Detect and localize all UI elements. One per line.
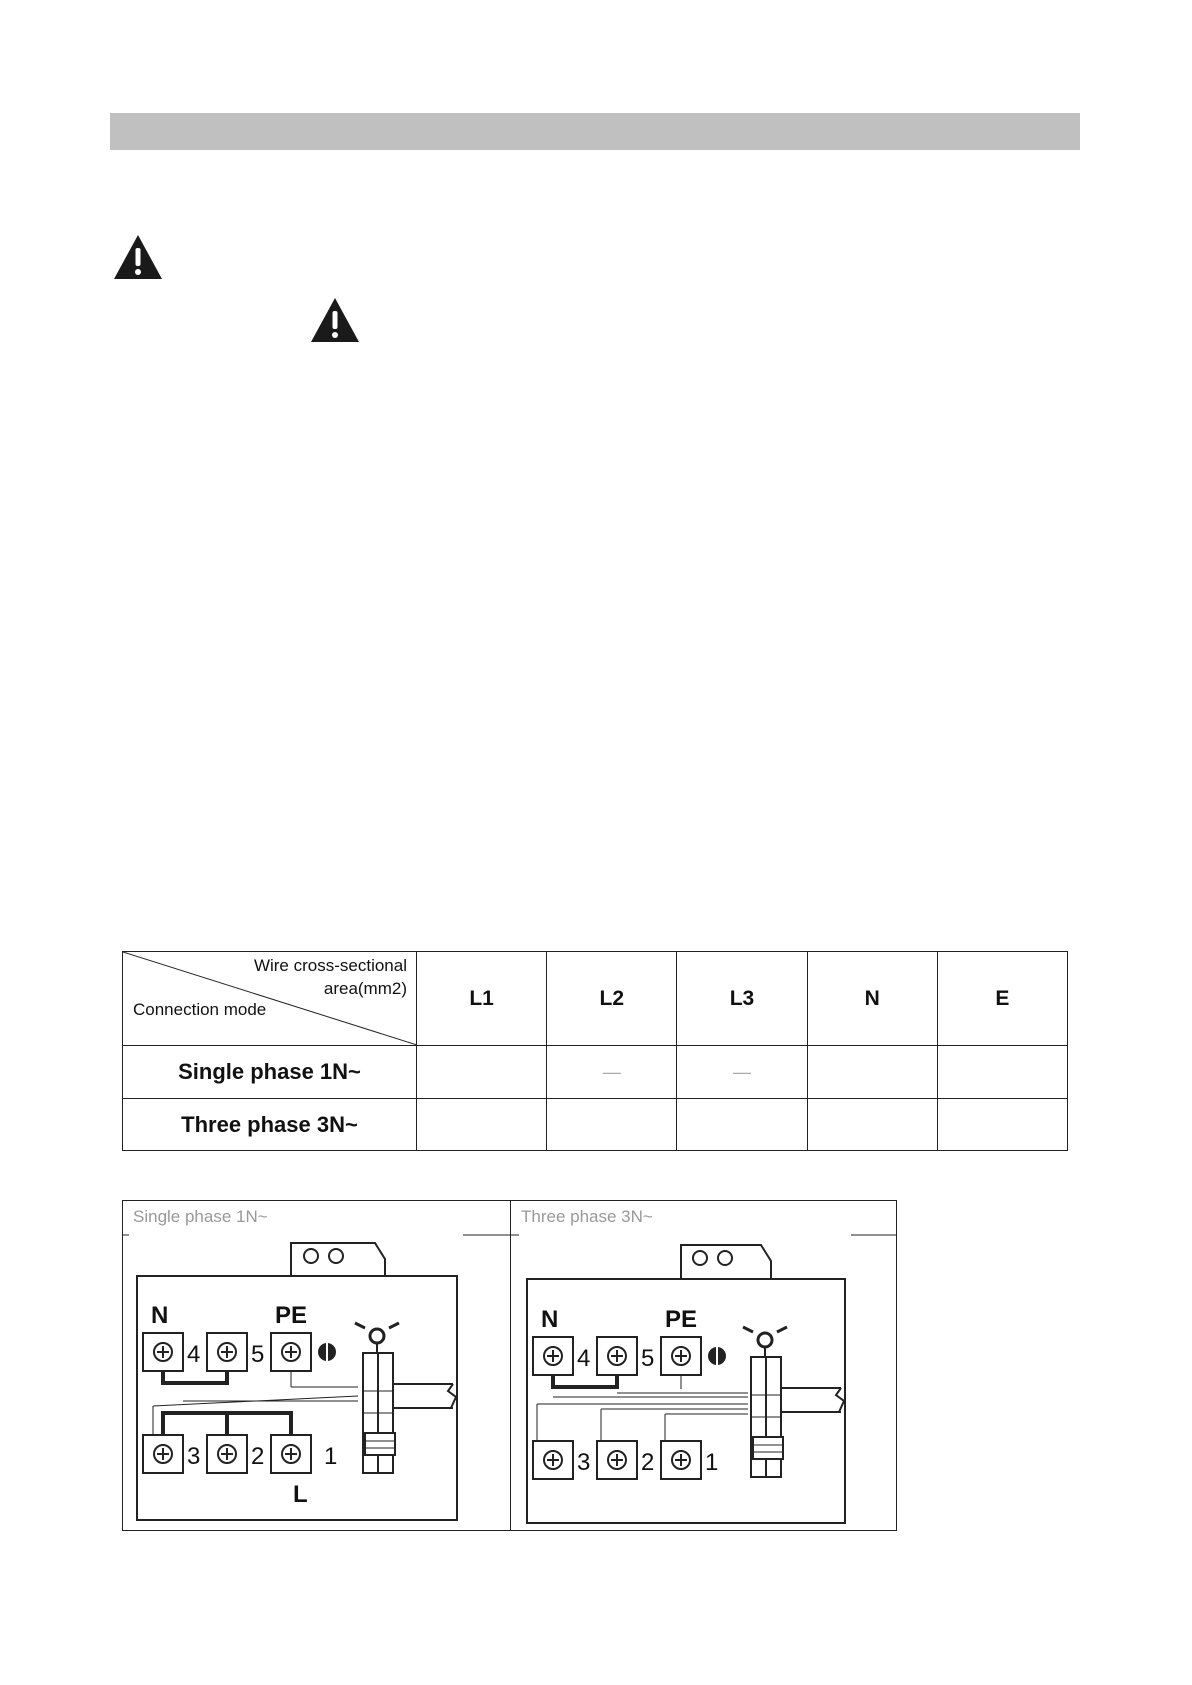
label-pe: PE [665,1306,698,1333]
wiring-diagram-figure [122,1200,897,1531]
column-header-l1: L1 [417,952,547,1046]
column-header-n: N [807,952,937,1046]
table-cell [937,1046,1067,1099]
table-cell [807,1099,937,1151]
column-header-l3: L3 [677,952,807,1046]
terminal-1-label: 1 [324,1443,338,1470]
table-cell [937,1099,1067,1151]
table-corner-cell [123,952,417,1046]
label-n: N [151,1302,169,1329]
single-phase-panel [123,1201,510,1530]
warning-triangle-icon [112,233,164,281]
label-n: N [541,1306,559,1333]
terminal-3-label: 3 [577,1449,591,1476]
terminal-3-label: 3 [187,1443,201,1470]
warning-triangle-icon [309,296,361,344]
terminal-2-label: 2 [251,1443,265,1470]
table-row [123,1046,1068,1099]
terminal-1-label: 1 [705,1449,719,1476]
table-cell [677,1099,807,1151]
table-cell [547,1099,677,1151]
mount-screw-icon [304,1249,343,1263]
three-phase-caption: Three phase 3N~ [521,1207,653,1226]
column-header-e: E [937,952,1067,1046]
terminal-5-label: 5 [641,1345,655,1372]
terminal-2-label: 2 [641,1449,655,1476]
terminal-4-label: 4 [577,1345,591,1372]
label-l: L [293,1481,308,1508]
row-label-single-phase: Single phase 1N~ [123,1046,417,1099]
table-cell: — [547,1046,677,1099]
three-phase-panel [511,1201,897,1530]
corner-header-label: Wire cross-sectional area(mm2) [253,956,407,998]
terminal-5-label: 5 [251,1341,265,1368]
single-phase-caption: Single phase 1N~ [133,1207,268,1226]
table-cell [807,1046,937,1099]
corner-row-label: Connection mode [133,1000,267,1019]
label-pe: PE [275,1302,308,1329]
column-header-l2: L2 [547,952,677,1046]
table-row [123,1099,1068,1151]
table-cell [417,1099,547,1151]
terminal-4-label: 4 [187,1341,201,1368]
table-header-row [123,952,1068,1046]
table-cell [417,1046,547,1099]
row-label-three-phase: Three phase 3N~ [123,1099,417,1151]
mount-screw-icon [693,1251,732,1265]
wire-cross-section-table [122,951,1068,1151]
section-header-bar [110,113,1080,150]
table-cell: — [677,1046,807,1099]
